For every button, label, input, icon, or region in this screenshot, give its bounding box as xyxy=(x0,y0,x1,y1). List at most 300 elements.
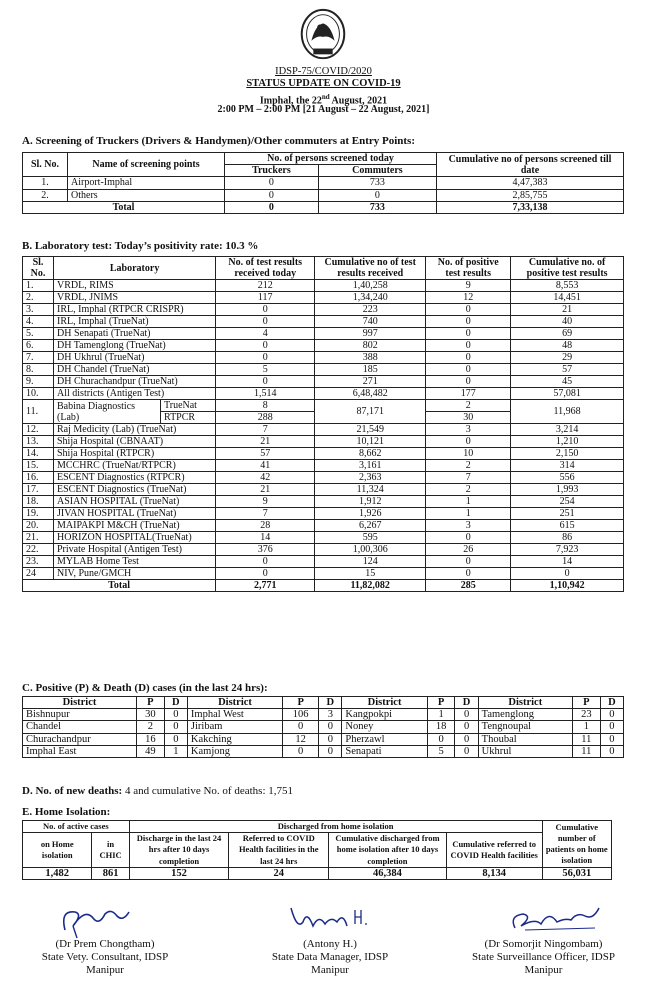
col-commuters: Commuters xyxy=(318,165,436,177)
cell: 1 xyxy=(426,508,511,520)
state-emblem-icon xyxy=(294,6,352,64)
cell: TrueNat xyxy=(161,400,216,412)
cell: 2 xyxy=(136,721,164,733)
cell: 0 xyxy=(455,709,478,721)
cell: ESCENT Diagnostics (RTPCR) xyxy=(54,472,216,484)
col-d: D xyxy=(319,697,342,709)
cell: 11,324 xyxy=(315,484,426,496)
cell: 0 xyxy=(427,733,455,745)
cell: 1 xyxy=(572,721,600,733)
signatory-role: State Vety. Consultant, IDSP xyxy=(41,951,169,963)
cell: 0 xyxy=(216,352,315,364)
cell: 0 xyxy=(426,340,511,352)
table-row xyxy=(23,721,624,733)
cell: 7 xyxy=(216,508,315,520)
cell: 0 xyxy=(318,189,436,201)
col-p: P xyxy=(136,697,164,709)
doc-title: STATUS UPDATE ON COVID-19 xyxy=(246,78,401,89)
cell: 23. xyxy=(23,556,54,568)
district-table xyxy=(22,696,624,758)
signatory-place: Manipur xyxy=(524,964,563,976)
cell: Thoubal xyxy=(478,733,572,745)
cell: ESCENT Diagnostics (TrueNat) xyxy=(54,484,216,496)
cell: 733 xyxy=(318,201,436,213)
cell: Imphal West xyxy=(187,709,282,721)
section-c-heading: C. Positive (P) & Death (D) cases (in the last 24 hrs): xyxy=(22,682,268,694)
col-ref: Referred to COVID Health facilities in the last 24 hrs xyxy=(229,833,329,868)
signature-block-3 xyxy=(440,938,647,977)
cell: Others xyxy=(68,189,225,201)
cell: Raj Medicity (Lab) (TrueNat) xyxy=(54,424,216,436)
cell: 556 xyxy=(511,472,624,484)
cell: 106 xyxy=(283,709,319,721)
col-sl: Sl. No. xyxy=(23,153,68,177)
cell: 3,161 xyxy=(315,460,426,472)
cell: 10. xyxy=(23,388,54,400)
table-row xyxy=(23,460,624,472)
cell: 1,912 xyxy=(315,496,426,508)
col-d: D xyxy=(455,697,478,709)
col-p: P xyxy=(427,697,455,709)
cell: 21. xyxy=(23,532,54,544)
cell: 7 xyxy=(216,424,315,436)
col-today: No. of test results received today xyxy=(216,257,315,280)
table-row xyxy=(23,508,624,520)
cell: 22. xyxy=(23,544,54,556)
cell: 5. xyxy=(23,328,54,340)
cell: 117 xyxy=(216,292,315,304)
cell: Tengnoupal xyxy=(478,721,572,733)
col-active: No. of active cases xyxy=(23,821,130,833)
district-rows xyxy=(23,709,624,758)
cell: 0 xyxy=(283,745,319,757)
cell: 11 xyxy=(572,745,600,757)
cell: 11,968 xyxy=(511,400,624,424)
deaths-text: 4 and cumulative No. of deaths: 1,751 xyxy=(122,785,294,797)
cell: 0 xyxy=(426,556,511,568)
table-row xyxy=(23,733,624,745)
section-b-heading: B. Laboratory test: Today’s positivity rate: 10.3 % xyxy=(22,240,259,252)
col-cum: Cumulative no of test results received xyxy=(315,257,426,280)
col-chic: in CHIC xyxy=(92,833,129,868)
col-on: on Home isolation xyxy=(23,833,92,868)
cell: 3 xyxy=(426,520,511,532)
col-p: P xyxy=(572,697,600,709)
cell: 2,363 xyxy=(315,472,426,484)
cell: 0 xyxy=(426,352,511,364)
cell: 0 xyxy=(600,721,623,733)
cell: 0 xyxy=(164,733,187,745)
col-dis: Discharge in the last 24 hrs after 10 days completion xyxy=(129,833,229,868)
col-d: D xyxy=(164,697,187,709)
signatory-role: State Surveillance Officer, IDSP xyxy=(472,951,615,963)
col-truckers: Truckers xyxy=(225,165,319,177)
col-district: District xyxy=(478,697,572,709)
cell: 0 xyxy=(600,733,623,745)
cell: 1,514 xyxy=(216,388,315,400)
cell: 21 xyxy=(216,436,315,448)
table-row xyxy=(23,867,612,879)
cell: 1. xyxy=(23,177,68,189)
table-row xyxy=(23,424,624,436)
cell: 1,210 xyxy=(511,436,624,448)
table-row xyxy=(23,177,624,189)
cell: DH Senapati (TrueNat) xyxy=(54,328,216,340)
cell: 0 xyxy=(426,304,511,316)
cell: MCCHRC (TrueNat/RTPCR) xyxy=(54,460,216,472)
table-row xyxy=(23,189,624,201)
table-row xyxy=(23,292,624,304)
cell: 3 xyxy=(426,424,511,436)
cell: Total xyxy=(23,580,216,592)
cell: 2,85,755 xyxy=(437,189,624,201)
cell: 0 xyxy=(319,745,342,757)
cell: 1,926 xyxy=(315,508,426,520)
cell: 21 xyxy=(216,484,315,496)
report-period: 2:00 PM – 2:00 PM [21 August – 22 August, 2021] xyxy=(217,104,430,115)
cell: IRL, Imphal (RTPCR CRISPR) xyxy=(54,304,216,316)
cell: 14 xyxy=(216,532,315,544)
cell: 57,081 xyxy=(511,388,624,400)
cell: 28 xyxy=(216,520,315,532)
cell: Tamenglong xyxy=(478,709,572,721)
cell: 56,031 xyxy=(542,867,612,879)
cell: 19. xyxy=(23,508,54,520)
cell: 2 xyxy=(426,484,511,496)
cell: 0 xyxy=(455,745,478,757)
cell: 13. xyxy=(23,436,54,448)
cell: 48 xyxy=(511,340,624,352)
cell: 0 xyxy=(426,316,511,328)
table-row xyxy=(23,316,624,328)
cell: Chandel xyxy=(23,721,137,733)
section-a-heading: A. Screening of Truckers (Drivers & Handymen)/Other commuters at Entry Points: xyxy=(22,135,415,147)
cell: 45 xyxy=(511,376,624,388)
table-row xyxy=(23,400,624,412)
cell: 3,214 xyxy=(511,424,624,436)
cell: 9 xyxy=(426,280,511,292)
table-row xyxy=(23,352,624,364)
cell: 0 xyxy=(426,532,511,544)
cell: HORIZON HOSPITAL(TrueNat) xyxy=(54,532,216,544)
cell: 2. xyxy=(23,292,54,304)
cell: 0 xyxy=(455,733,478,745)
cell: 69 xyxy=(511,328,624,340)
cell: 0 xyxy=(216,568,315,580)
section-e-heading: E. Home Isolation: xyxy=(22,806,111,818)
col-cum: Cumulative no of persons screened till date xyxy=(437,153,624,177)
cell: 595 xyxy=(315,532,426,544)
cell: 46,384 xyxy=(329,867,447,879)
cell: 1. xyxy=(23,280,54,292)
cell: 29 xyxy=(511,352,624,364)
cell: 6. xyxy=(23,340,54,352)
cell: Churachandpur xyxy=(23,733,137,745)
cell: 733 xyxy=(318,177,436,189)
cell: 18 xyxy=(427,721,455,733)
signature-3-icon xyxy=(505,898,605,938)
cell: 7,33,138 xyxy=(437,201,624,213)
cell: VRDL, RIMS xyxy=(54,280,216,292)
cell: Noney xyxy=(342,721,427,733)
col-district: District xyxy=(23,697,137,709)
cell: 997 xyxy=(315,328,426,340)
signatory-name: (Dr Somorjit Ningombam) xyxy=(484,938,603,950)
col-cumdis: Cumulative discharged from home isolation after 10 days completion xyxy=(329,833,447,868)
cell: 2. xyxy=(23,189,68,201)
table-row xyxy=(23,709,624,721)
cell: 16 xyxy=(136,733,164,745)
cell: 185 xyxy=(315,364,426,376)
table-row xyxy=(23,496,624,508)
table-row xyxy=(23,556,624,568)
cell: 14 xyxy=(511,556,624,568)
col-cumpos: Cumulative no. of positive test results xyxy=(511,257,624,280)
cell: 41 xyxy=(216,460,315,472)
col-sl: Sl. No. xyxy=(23,257,54,280)
signatory-name: (Antony H.) xyxy=(303,938,357,950)
cell: Private Hospital (Antigen Test) xyxy=(54,544,216,556)
cell: 26 xyxy=(426,544,511,556)
cell: 314 xyxy=(511,460,624,472)
cell: 1,993 xyxy=(511,484,624,496)
cell: 7 xyxy=(426,472,511,484)
cell: 7,923 xyxy=(511,544,624,556)
cell: Kakching xyxy=(187,733,282,745)
cell: 0 xyxy=(216,376,315,388)
cell: 2,150 xyxy=(511,448,624,460)
cell: 1 xyxy=(426,496,511,508)
cell: 40 xyxy=(511,316,624,328)
cell: Shija Hospital (CBNAAT) xyxy=(54,436,216,448)
cell: 12 xyxy=(283,733,319,745)
cell: 0 xyxy=(216,304,315,316)
cell: 30 xyxy=(136,709,164,721)
cell: 0 xyxy=(455,721,478,733)
table-row xyxy=(23,388,624,400)
cell: 1,40,258 xyxy=(315,280,426,292)
cell: Senapati xyxy=(342,745,427,757)
place-date: Imphal, the 22nd August, 2021 xyxy=(259,93,388,107)
cell: 5 xyxy=(427,745,455,757)
cell: 0 xyxy=(216,556,315,568)
cell: 21,549 xyxy=(315,424,426,436)
cell: 212 xyxy=(216,280,315,292)
cell: Total xyxy=(23,201,225,213)
cell: Kangpokpi xyxy=(342,709,427,721)
cell: 4 xyxy=(216,328,315,340)
cell: 10,121 xyxy=(315,436,426,448)
cell: 30 xyxy=(426,412,511,424)
cell: Pherzawl xyxy=(342,733,427,745)
cell: RTPCR xyxy=(161,412,216,424)
total-row xyxy=(23,201,624,213)
district-header-row xyxy=(23,697,624,709)
cell: 57 xyxy=(216,448,315,460)
cell: 0 xyxy=(216,340,315,352)
cell: 0 xyxy=(164,721,187,733)
signature-2-icon xyxy=(283,900,378,940)
home-isolation-table xyxy=(22,820,612,880)
col-name: Name of screening points xyxy=(68,153,225,177)
cell: 223 xyxy=(315,304,426,316)
cell: 14. xyxy=(23,448,54,460)
cell: 802 xyxy=(315,340,426,352)
cell: 8,134 xyxy=(446,867,542,879)
cell: 9. xyxy=(23,376,54,388)
cell: 0 xyxy=(225,189,319,201)
cell: Airport-Imphal xyxy=(68,177,225,189)
cell: 20. xyxy=(23,520,54,532)
cell: 42 xyxy=(216,472,315,484)
table-row xyxy=(23,568,624,580)
cell: MAIPAKPI M&CH (TrueNat) xyxy=(54,520,216,532)
table-row xyxy=(23,520,624,532)
cell: 2 xyxy=(426,460,511,472)
cell: 21 xyxy=(511,304,624,316)
lab-test-table xyxy=(22,256,624,592)
cell: Jiribam xyxy=(187,721,282,733)
cell: 0 xyxy=(426,376,511,388)
cell: NIV, Pune/GMCH xyxy=(54,568,216,580)
cell: JIVAN HOSPITAL (TrueNat) xyxy=(54,508,216,520)
cell: 0 xyxy=(600,745,623,757)
cell: 11,82,082 xyxy=(315,580,426,592)
cell: Kamjong xyxy=(187,745,282,757)
table-row xyxy=(23,340,624,352)
screening-table xyxy=(22,152,624,214)
cell: 1 xyxy=(427,709,455,721)
cell: 23 xyxy=(572,709,600,721)
ref-number: IDSP-75/COVID/2020 xyxy=(275,66,372,77)
cell: 16. xyxy=(23,472,54,484)
cell: 177 xyxy=(426,388,511,400)
col-cumpat: Cumulative number of patients on home isolation xyxy=(542,821,612,868)
signatory-role: State Data Manager, IDSP xyxy=(271,951,389,963)
table-row xyxy=(23,484,624,496)
deaths-label: D. No. of new deaths: xyxy=(22,785,123,797)
cell: 0 xyxy=(319,733,342,745)
cell: 251 xyxy=(511,508,624,520)
signature-block-2 xyxy=(240,938,420,977)
cell: 6,48,482 xyxy=(315,388,426,400)
cell: 6,267 xyxy=(315,520,426,532)
cell: DH Churachandpur (TrueNat) xyxy=(54,376,216,388)
table-row xyxy=(23,472,624,484)
cell: 8,553 xyxy=(511,280,624,292)
total-row xyxy=(23,580,624,592)
cell: 17. xyxy=(23,484,54,496)
table-row xyxy=(23,745,624,757)
cell: 124 xyxy=(315,556,426,568)
cell: 376 xyxy=(216,544,315,556)
cell: 11 xyxy=(572,733,600,745)
cell: 15 xyxy=(315,568,426,580)
cell: 1,10,942 xyxy=(511,580,624,592)
babina-rows xyxy=(23,400,624,424)
cell: 8. xyxy=(23,364,54,376)
table-row xyxy=(23,532,624,544)
cell: MYLAB Home Test xyxy=(54,556,216,568)
cell: 3 xyxy=(319,709,342,721)
cell: 152 xyxy=(129,867,229,879)
cell: 5 xyxy=(216,364,315,376)
section-d xyxy=(22,785,293,797)
table-row xyxy=(23,280,624,292)
cell: 740 xyxy=(315,316,426,328)
cell: 8,662 xyxy=(315,448,426,460)
table-row xyxy=(23,304,624,316)
cell: 8 xyxy=(216,400,315,412)
cell: 0 xyxy=(426,436,511,448)
cell: Bishnupur xyxy=(23,709,137,721)
table-row xyxy=(23,544,624,556)
col-discharged: Discharged from home isolation xyxy=(129,821,542,833)
col-d: D xyxy=(600,697,623,709)
cell: 86 xyxy=(511,532,624,544)
cell: Shija Hospital (RTPCR) xyxy=(54,448,216,460)
cell: 0 xyxy=(216,316,315,328)
cell: 24 xyxy=(23,568,54,580)
col-p: P xyxy=(283,697,319,709)
table-row xyxy=(23,376,624,388)
cell: Babina Diagnostics (Lab) xyxy=(54,400,161,424)
cell: ASIAN HOSPITAL (TrueNat) xyxy=(54,496,216,508)
cell: 288 xyxy=(216,412,315,424)
cell: 1,00,306 xyxy=(315,544,426,556)
cell: 0 xyxy=(426,568,511,580)
cell: 12. xyxy=(23,424,54,436)
col-cumref: Cumulative referred to COVID Health facilities xyxy=(446,833,542,868)
table-row xyxy=(23,436,624,448)
signature-block-1 xyxy=(10,938,200,977)
col-lab: Laboratory xyxy=(54,257,216,280)
cell: 0 xyxy=(225,177,319,189)
cell: 0 xyxy=(225,201,319,213)
cell: 10 xyxy=(426,448,511,460)
cell: 0 xyxy=(319,721,342,733)
table-row xyxy=(23,448,624,460)
cell: 271 xyxy=(315,376,426,388)
cell: 87,171 xyxy=(315,400,426,424)
cell: Ukhrul xyxy=(478,745,572,757)
cell: 0 xyxy=(511,568,624,580)
cell: 18. xyxy=(23,496,54,508)
col-pos: No. of positive test results xyxy=(426,257,511,280)
cell: 0 xyxy=(426,364,511,376)
cell: DH Ukhrul (TrueNat) xyxy=(54,352,216,364)
cell: 254 xyxy=(511,496,624,508)
signatory-name: (Dr Prem Chongtham) xyxy=(55,938,155,950)
cell: 2 xyxy=(426,400,511,412)
cell: VRDL, JNIMS xyxy=(54,292,216,304)
cell: 615 xyxy=(511,520,624,532)
cell: 7. xyxy=(23,352,54,364)
cell: 15. xyxy=(23,460,54,472)
cell: 12 xyxy=(426,292,511,304)
cell: 0 xyxy=(283,721,319,733)
cell: 3. xyxy=(23,304,54,316)
cell: 285 xyxy=(426,580,511,592)
signatory-place: Manipur xyxy=(86,964,124,976)
cell: 861 xyxy=(92,867,129,879)
col-district: District xyxy=(342,697,427,709)
cell: DH Chandel (TrueNat) xyxy=(54,364,216,376)
cell: 57 xyxy=(511,364,624,376)
cell: 1,482 xyxy=(23,867,92,879)
cell: 0 xyxy=(600,709,623,721)
cell: DH Tamenglong (TrueNat) xyxy=(54,340,216,352)
